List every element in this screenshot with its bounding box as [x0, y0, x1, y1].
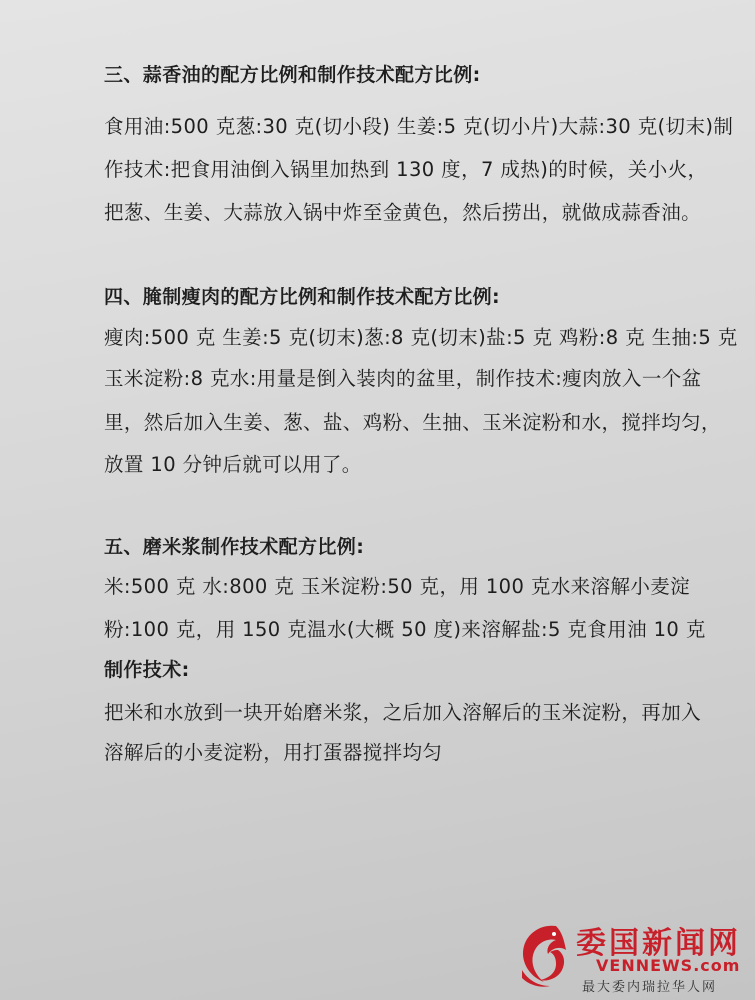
section-4-line-2: 玉米淀粉:8 克水:用量是倒入装肉的盆里，制作技术:瘦肉放入一个盆 [104, 367, 702, 390]
section-4-line-4: 放置 10 分钟后就可以用了。 [104, 453, 362, 476]
section-3-line-3: 把葱、生姜、大蒜放入锅中炸至金黄色，然后捞出，就做成蒜香油。 [104, 201, 702, 224]
section-5-line-2: 粉:100 克，用 150 克温水(大概 50 度)来溶解盐:5 克食用油 10 克 [104, 618, 706, 641]
section-4-heading: 四、腌制瘦肉的配方比例和制作技术配方比例: [104, 286, 500, 308]
section-5-subline-1: 把米和水放到一块开始磨米浆，之后加入溶解后的玉米淀粉，再加入 [104, 701, 702, 724]
section-5-heading: 五、磨米浆制作技术配方比例: [104, 536, 365, 558]
watermark-title: 委国新闻网 [576, 926, 741, 961]
section-4-line-1: 瘦肉:500 克 生姜:5 克(切末)葱:8 克(切末)盐:5 克 鸡粉:8 克 生抽:5 克 [104, 326, 738, 349]
dragon-logo-icon [512, 920, 578, 990]
watermark-tagline: 最大委内瑞拉华人网 [582, 980, 718, 995]
section-5-subheading: 制作技术: [104, 659, 190, 681]
site-watermark [512, 916, 747, 996]
section-3-heading: 三、蒜香油的配方比例和制作技术配方比例: [104, 64, 481, 86]
section-3-line-1: 食用油:500 克葱:30 克(切小段) 生姜:5 克(切小片)大蒜:30 克(切末)制 [104, 115, 734, 138]
watermark-domain: VENNEWS.com [596, 956, 741, 975]
section-3-line-2: 作技术:把食用油倒入锅里加热到 130 度，7 成热)的时候，关小火， [104, 158, 708, 181]
section-5-subline-2: 溶解后的小麦淀粉，用打蛋器搅拌均匀 [104, 741, 443, 764]
section-5-line-1: 米:500 克 水:800 克 玉米淀粉:50 克，用 100 克水来溶解小麦淀 [104, 575, 691, 598]
section-4-line-3: 里，然后加入生姜、葱、盐、鸡粉、生抽、玉米淀粉和水，搅拌均匀， [104, 411, 721, 434]
